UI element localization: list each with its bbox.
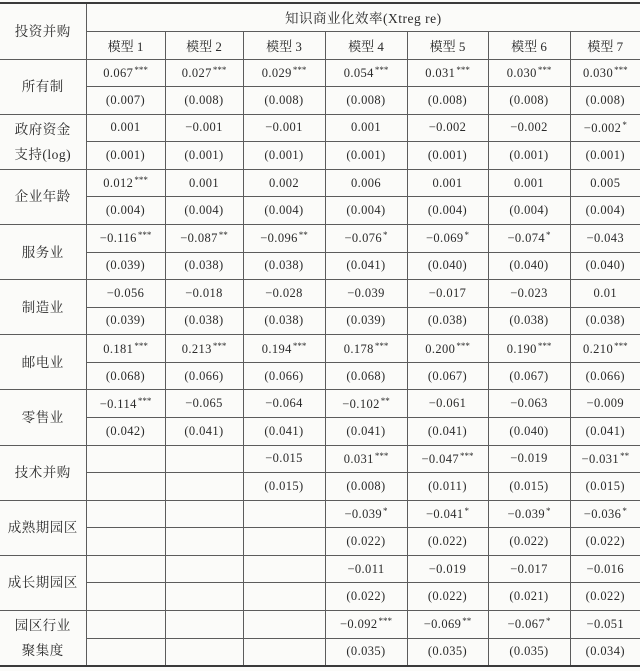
row-label-cell: 园区行业 聚集度 (0, 611, 86, 666)
std-error-cell: (0.021) (488, 583, 570, 611)
coefficient-cell: 0.213*** (165, 335, 243, 363)
std-error-cell: (0.041) (407, 418, 488, 446)
std-error-cell (243, 528, 325, 556)
coefficient-cell: −0.069* (407, 224, 488, 252)
std-error-cell: (0.001) (165, 142, 243, 170)
coefficient-cell: −0.002* (570, 114, 640, 142)
std-error-cell: (0.022) (407, 583, 488, 611)
std-error-cell: (0.067) (488, 362, 570, 390)
coefficient-cell: −0.056 (86, 280, 165, 308)
std-error-cell: (0.040) (488, 418, 570, 446)
coefficient-cell: −0.116*** (86, 224, 165, 252)
coefficient-cell: 0.029*** (243, 59, 325, 87)
std-error-cell: (0.004) (325, 197, 407, 225)
coefficient-cell: 0.031*** (325, 445, 407, 473)
std-error-cell: (0.038) (165, 252, 243, 280)
std-error-cell: (0.008) (243, 87, 325, 115)
coefficient-cell: −0.069** (407, 611, 488, 639)
coefficient-cell (86, 555, 165, 583)
std-error-cell (86, 473, 165, 501)
coefficient-cell (243, 500, 325, 528)
std-error-cell: (0.042) (86, 418, 165, 446)
std-error-cell: (0.041) (165, 418, 243, 446)
coefficient-cell: 0.006 (325, 169, 407, 197)
coefficient-cell (165, 500, 243, 528)
std-error-cell: (0.001) (407, 142, 488, 170)
std-error-cell: (0.001) (570, 142, 640, 170)
coefficient-cell: 0.054*** (325, 59, 407, 87)
coefficient-cell (165, 611, 243, 639)
std-error-cell: (0.034) (570, 638, 640, 666)
coefficient-cell: −0.001 (165, 114, 243, 142)
coefficient-cell: 0.002 (243, 169, 325, 197)
std-error-cell: (0.004) (243, 197, 325, 225)
regression-table (0, 2, 640, 667)
std-error-cell (86, 528, 165, 556)
coefficient-cell: −0.039* (488, 500, 570, 528)
std-error-cell: (0.038) (243, 307, 325, 335)
table-body (0, 59, 640, 666)
std-error-cell (243, 583, 325, 611)
coefficient-cell: −0.016 (570, 555, 640, 583)
model-header-cell: 模型 1 (86, 31, 165, 59)
coefficient-cell (86, 445, 165, 473)
coefficient-cell: −0.039* (325, 500, 407, 528)
coefficient-cell: −0.063 (488, 390, 570, 418)
coefficient-cell: 0.001 (165, 169, 243, 197)
coefficient-cell: −0.023 (488, 280, 570, 308)
coefficient-cell: −0.018 (165, 280, 243, 308)
coefficient-cell: 0.030*** (570, 59, 640, 87)
coefficient-cell: −0.031** (570, 445, 640, 473)
std-error-cell: (0.041) (243, 418, 325, 446)
std-error-cell: (0.001) (488, 142, 570, 170)
std-error-cell: (0.067) (407, 362, 488, 390)
std-error-cell: (0.068) (86, 362, 165, 390)
coefficient-cell: −0.039 (325, 280, 407, 308)
std-error-cell: (0.068) (325, 362, 407, 390)
coefficient-cell: −0.001 (243, 114, 325, 142)
std-error-cell (165, 638, 243, 666)
coefficient-cell (165, 445, 243, 473)
coefficient-cell: 0.031*** (407, 59, 488, 87)
std-error-cell: (0.022) (325, 528, 407, 556)
coefficient-cell: −0.076* (325, 224, 407, 252)
coefficient-cell: 0.005 (570, 169, 640, 197)
coefficient-cell: −0.065 (165, 390, 243, 418)
std-error-cell (86, 583, 165, 611)
coefficient-cell: −0.036* (570, 500, 640, 528)
std-error-cell: (0.022) (570, 528, 640, 556)
std-error-cell: (0.040) (407, 252, 488, 280)
model-header-cell: 模型 3 (243, 31, 325, 59)
std-error-cell: (0.066) (165, 362, 243, 390)
model-header-cell: 模型 7 (570, 31, 640, 59)
std-error-cell: (0.066) (243, 362, 325, 390)
std-error-cell: (0.015) (488, 473, 570, 501)
coefficient-cell: −0.009 (570, 390, 640, 418)
coefficient-cell: −0.041* (407, 500, 488, 528)
coefficient-cell: −0.047*** (407, 445, 488, 473)
coefficient-cell: −0.087** (165, 224, 243, 252)
std-error-cell: (0.041) (570, 418, 640, 446)
std-error-cell: (0.011) (407, 473, 488, 501)
std-error-cell: (0.039) (86, 252, 165, 280)
std-error-cell: (0.035) (488, 638, 570, 666)
coefficient-cell (243, 611, 325, 639)
coefficient-cell: 0.200*** (407, 335, 488, 363)
std-error-cell: (0.001) (86, 142, 165, 170)
std-error-cell: (0.066) (570, 362, 640, 390)
table-title-cell: 知识商业化效率(Xtreg re) (86, 3, 640, 31)
row-label-cell: 成长期园区 (0, 555, 86, 610)
std-error-cell: (0.001) (243, 142, 325, 170)
coefficient-cell: 0.001 (86, 114, 165, 142)
std-error-cell: (0.038) (243, 252, 325, 280)
corner-header-cell: 投资并购 (0, 3, 86, 59)
std-error-cell: (0.041) (325, 252, 407, 280)
std-error-cell: (0.004) (165, 197, 243, 225)
std-error-cell: (0.008) (570, 87, 640, 115)
coefficient-cell: −0.064 (243, 390, 325, 418)
std-error-cell: (0.039) (86, 307, 165, 335)
std-error-cell (165, 583, 243, 611)
std-error-cell: (0.004) (86, 197, 165, 225)
row-label-cell: 零售业 (0, 390, 86, 445)
coefficient-cell: 0.178*** (325, 335, 407, 363)
std-error-cell: (0.015) (243, 473, 325, 501)
row-label-cell: 技术并购 (0, 445, 86, 500)
coefficient-cell: −0.019 (488, 445, 570, 473)
coefficient-cell: 0.030*** (488, 59, 570, 87)
std-error-cell: (0.008) (325, 473, 407, 501)
std-error-cell: (0.001) (325, 142, 407, 170)
coefficient-cell: −0.067* (488, 611, 570, 639)
coefficient-cell: −0.011 (325, 555, 407, 583)
coefficient-cell: −0.028 (243, 280, 325, 308)
row-label-cell: 政府资金 支持(log) (0, 114, 86, 169)
coefficient-cell: 0.027*** (165, 59, 243, 87)
std-error-cell (86, 638, 165, 666)
std-error-cell: (0.004) (488, 197, 570, 225)
coefficient-cell: −0.114*** (86, 390, 165, 418)
std-error-cell: (0.038) (488, 307, 570, 335)
std-error-cell: (0.038) (407, 307, 488, 335)
coefficient-cell (165, 555, 243, 583)
coefficient-cell: 0.001 (407, 169, 488, 197)
coefficient-cell: 0.01 (570, 280, 640, 308)
row-label-cell: 企业年龄 (0, 169, 86, 224)
std-error-cell: (0.004) (407, 197, 488, 225)
model-header-row (0, 31, 640, 59)
coefficient-cell: −0.043 (570, 224, 640, 252)
std-error-cell: (0.008) (407, 87, 488, 115)
std-error-cell: (0.022) (488, 528, 570, 556)
model-header-cell: 模型 2 (165, 31, 243, 59)
coefficient-cell: −0.002 (407, 114, 488, 142)
std-error-cell: (0.022) (570, 583, 640, 611)
row-label-cell: 邮电业 (0, 335, 86, 390)
std-error-cell (165, 473, 243, 501)
model-header-cell: 模型 6 (488, 31, 570, 59)
std-error-cell (243, 638, 325, 666)
model-header-cell: 模型 5 (407, 31, 488, 59)
coefficient-cell: −0.092*** (325, 611, 407, 639)
coefficient-cell: −0.074* (488, 224, 570, 252)
std-error-cell: (0.004) (570, 197, 640, 225)
row-label-cell: 服务业 (0, 224, 86, 279)
coefficient-cell: −0.017 (488, 555, 570, 583)
std-error-cell: (0.038) (570, 307, 640, 335)
std-error-cell: (0.035) (407, 638, 488, 666)
coefficient-cell: −0.002 (488, 114, 570, 142)
coefficient-cell: −0.102** (325, 390, 407, 418)
coefficient-cell (86, 611, 165, 639)
std-error-cell: (0.007) (86, 87, 165, 115)
coefficient-cell: 0.067*** (86, 59, 165, 87)
std-error-cell: (0.040) (570, 252, 640, 280)
coefficient-cell: −0.051 (570, 611, 640, 639)
coefficient-cell: 0.181*** (86, 335, 165, 363)
coefficient-cell: 0.210*** (570, 335, 640, 363)
coefficient-cell: 0.001 (488, 169, 570, 197)
row-label-cell: 所有制 (0, 59, 86, 114)
row-label-cell: 成熟期园区 (0, 500, 86, 555)
coefficient-cell: 0.194*** (243, 335, 325, 363)
coefficient-cell: 0.190*** (488, 335, 570, 363)
coefficient-cell: −0.061 (407, 390, 488, 418)
coefficient-cell: −0.019 (407, 555, 488, 583)
std-error-cell: (0.035) (325, 638, 407, 666)
std-error-cell: (0.040) (488, 252, 570, 280)
std-error-cell: (0.022) (325, 583, 407, 611)
coefficient-cell (86, 500, 165, 528)
std-error-cell: (0.008) (488, 87, 570, 115)
std-error-cell: (0.038) (165, 307, 243, 335)
coefficient-cell: −0.096** (243, 224, 325, 252)
std-error-cell: (0.041) (325, 418, 407, 446)
std-error-cell: (0.039) (325, 307, 407, 335)
coefficient-cell (243, 555, 325, 583)
model-header-cell: 模型 4 (325, 31, 407, 59)
std-error-cell: (0.015) (570, 473, 640, 501)
row-label-cell: 制造业 (0, 280, 86, 335)
std-error-cell: (0.008) (165, 87, 243, 115)
std-error-cell: (0.022) (407, 528, 488, 556)
coefficient-cell: 0.001 (325, 114, 407, 142)
coefficient-cell: −0.017 (407, 280, 488, 308)
coefficient-cell: −0.015 (243, 445, 325, 473)
std-error-cell (165, 528, 243, 556)
std-error-cell: (0.008) (325, 87, 407, 115)
coefficient-cell: 0.012*** (86, 169, 165, 197)
